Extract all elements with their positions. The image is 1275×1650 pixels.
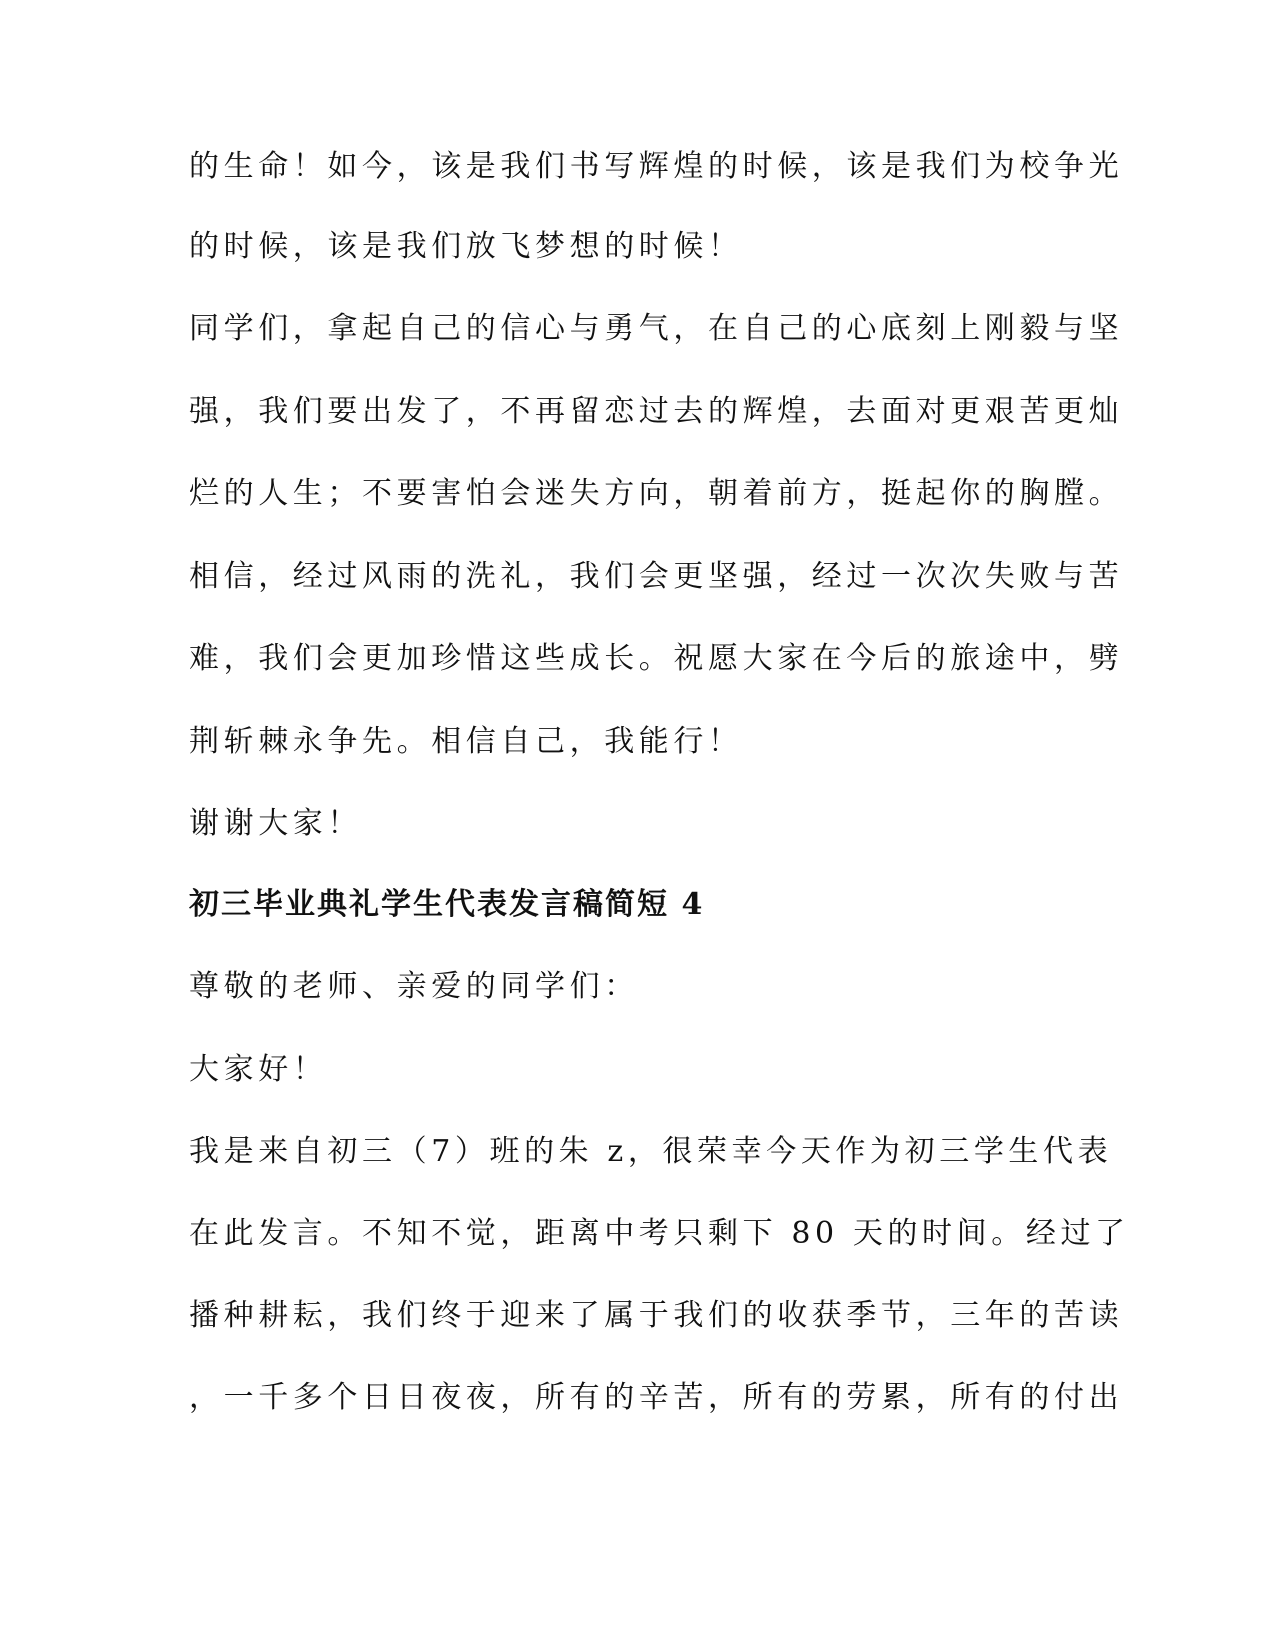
paragraph-line: 的时候，该是我们放飞梦想的时候！ <box>189 229 743 264</box>
salutation-line: 尊敬的老师、亲爱的同学们： <box>189 969 639 1004</box>
paragraph-line: ，一千多个日日夜夜，所有的辛苦，所有的劳累，所有的付出 <box>189 1380 1124 1415</box>
paragraph-line: 相信，经过风雨的洗礼，我们会更坚强，经过一次次失败与苦 <box>189 559 1124 594</box>
paragraph-line: 烂的人生；不要害怕会迷失方向，朝着前方，挺起你的胸膛。 <box>189 476 1124 511</box>
paragraph-line: 荆斩棘永争先。相信自己，我能行！ <box>189 724 743 759</box>
paragraph-line: 难，我们会更加珍惜这些成长。祝愿大家在今后的旅途中，劈 <box>189 641 1124 676</box>
paragraph-line: 播种耕耘，我们终于迎来了属于我们的收获季节，三年的苦读 <box>189 1298 1124 1333</box>
paragraph-line: 同学们，拿起自己的信心与勇气，在自己的心底刻上刚毅与坚 <box>189 311 1124 346</box>
greeting-line: 大家好！ <box>189 1052 328 1087</box>
paragraph-line: 强，我们要出发了，不再留恋过去的辉煌，去面对更艰苦更灿 <box>189 394 1124 429</box>
paragraph-line: 的生命！如今，该是我们书写辉煌的时候，该是我们为校争光 <box>189 149 1124 184</box>
section-heading: 初三毕业典礼学生代表发言稿简短 4 <box>189 887 705 922</box>
paragraph-line: 我是来自初三（7）班的朱 z，很荣幸今天作为初三学生代表 <box>189 1134 1113 1169</box>
paragraph-line: 在此发言。不知不觉，距离中考只剩下 80 天的时间。经过了 <box>189 1216 1130 1251</box>
closing-line: 谢谢大家！ <box>189 806 362 841</box>
